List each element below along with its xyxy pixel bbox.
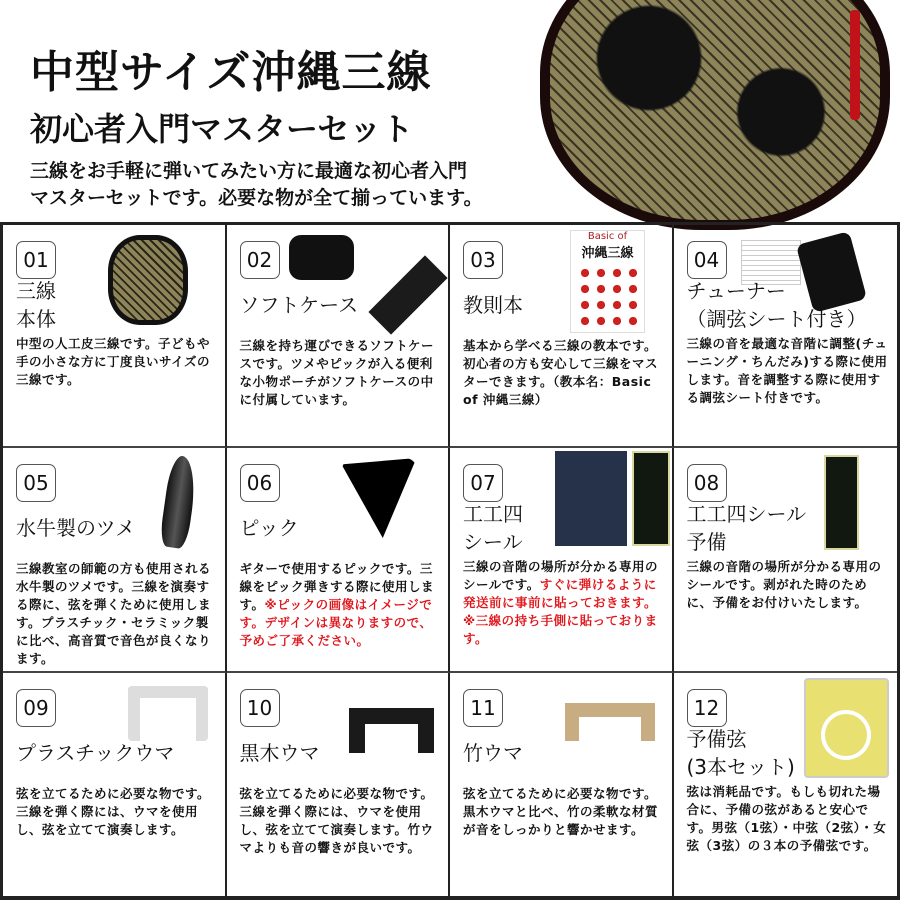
ebony-bridge-image <box>349 708 434 753</box>
item-name: チューナー （調弦シート付き） <box>686 279 867 331</box>
page-subtitle: 初心者入門マスターセット <box>30 110 414 148</box>
intro-line: 三線をお手軽に弾いてみたい方に最適な初心者入門 <box>30 160 468 182</box>
item-description <box>463 785 666 839</box>
item-name: ピック <box>239 516 299 540</box>
item-name: 三線 本体 <box>16 279 56 331</box>
item-name: 水牛製のツメ <box>16 516 136 540</box>
item-number: 06 <box>240 464 280 502</box>
sanshin-body-image <box>540 0 890 230</box>
item-cell-09 <box>3 673 227 896</box>
item-cell-03 <box>450 225 674 448</box>
item-name: 予備弦 (3本セット) <box>686 727 795 779</box>
item-number: 04 <box>687 241 727 279</box>
pick-image <box>342 458 417 538</box>
item-description <box>240 337 443 409</box>
item-number: 10 <box>240 689 280 727</box>
item-description <box>240 785 443 857</box>
buffalo-horn-tsume-image <box>159 454 200 549</box>
hero-banner <box>0 0 900 222</box>
item-name: 教則本 <box>463 293 523 317</box>
item-description <box>16 560 219 668</box>
plastic-bridge-image <box>128 686 208 741</box>
item-description <box>687 335 892 407</box>
sanshin-image <box>108 235 188 325</box>
item-cell-04 <box>674 225 898 448</box>
item-cell-11 <box>450 673 674 896</box>
sticker-image <box>632 451 670 546</box>
item-number: 05 <box>16 464 56 502</box>
description-text: 中型の人工皮三線です。子どもや手の小さな方に丁度良いサイズの三線です。 <box>16 336 211 387</box>
case-bag-image <box>368 255 447 334</box>
description-text: 基本から学べる三線の教本です。初心者の方も安心して三線をマスターできます。（教本名：Basic of 沖縄三線） <box>463 338 659 407</box>
item-description <box>463 337 666 409</box>
intro-text <box>30 158 483 212</box>
description-text: 三線教室の師範の方も使用される水牛製のツメです。三線を演奏する際に、弦を弾くために使用します。プラスチック・セラミック製に比べ、高音質で音色が良くなります。 <box>16 561 212 666</box>
soft-case-image <box>289 235 354 280</box>
description-text: 弦は消耗品です。もしも切れた場合に、予備の弦があると安心です。男弦（1弦）・中弦（2弦）・女弦（3弦）の３本の予備弦です。 <box>686 784 887 853</box>
item-name: ソフトケース <box>239 293 359 317</box>
item-cell-10 <box>227 673 451 896</box>
item-description <box>463 558 666 648</box>
item-number: 11 <box>463 689 503 727</box>
item-cell-06 <box>227 448 451 673</box>
description-text: 弦を立てるために必要な物です。三線を弾く際には、ウマを使用し、弦を立てて演奏します。 <box>16 786 211 837</box>
description-text: 三線の音階の場所が分かる専用のシールです。剥がれた時のために、予備をお付けいたします。 <box>686 559 882 610</box>
item-cell-01 <box>3 225 227 448</box>
item-description <box>687 558 892 612</box>
item-description <box>687 783 892 855</box>
item-cell-07 <box>450 448 674 673</box>
intro-line: マスターセットです。必要な物が全て揃っています。 <box>30 187 483 209</box>
notice-text: ※ピックの画像はイメージです。デザインは異なりますので、予めご了承ください。 <box>239 597 433 648</box>
item-description <box>240 560 443 650</box>
item-number: 03 <box>463 241 503 279</box>
item-name: 工工四シール 予備 <box>686 502 807 554</box>
item-number: 09 <box>16 689 56 727</box>
red-cord-image <box>850 10 860 120</box>
item-number: 12 <box>687 689 727 727</box>
item-number: 02 <box>240 241 280 279</box>
description-text: 弦を立てるために必要な物です。黒木ウマと比べ、竹の柔軟な材質が音をしっかりと響かせます。 <box>463 786 659 837</box>
description-text: 三線の音階の場所が分かる専用のシールです。 <box>463 559 659 592</box>
item-cell-05 <box>3 448 227 673</box>
item-cell-08 <box>674 448 898 673</box>
spare-sticker-image <box>824 455 859 550</box>
item-description <box>16 335 219 389</box>
sticker-photo-image <box>555 451 627 546</box>
description-text: 弦を立てるために必要な物です。三線を弾く際には、ウマを使用し、弦を立てて演奏します。竹ウマよりも音の響きが良いです。 <box>239 786 434 855</box>
item-name: 黒木ウマ <box>239 741 320 765</box>
item-number: 01 <box>16 241 56 279</box>
item-name: 竹ウマ <box>463 741 523 765</box>
description-text: 三線を持ち運びできるソフトケースです。ツメやピックが入る便利な小物ポーチがソフトケースの中に付属しています。 <box>239 338 435 407</box>
item-grid <box>0 222 900 900</box>
item-description <box>16 785 219 839</box>
item-name: 工工四 シール <box>463 502 523 554</box>
bamboo-bridge-image <box>565 703 655 741</box>
item-name: プラスチックウマ <box>16 741 175 765</box>
textbook-image: Basic of 沖縄三線 <box>570 230 645 333</box>
item-number: 07 <box>463 464 503 502</box>
item-cell-12 <box>674 673 898 896</box>
item-cell-02 <box>227 225 451 448</box>
spare-strings-image <box>804 678 889 778</box>
description-text: 三線の音を最適な音階に調整(チューニング・ちんだみ)する際に使用します。音を調整する際に使用する調弦シート付きです。 <box>686 336 888 405</box>
description-text: ギターで使用するピックです。三線をピック弾きする際に使用します。 <box>239 561 435 612</box>
page-title: 中型サイズ沖縄三線 <box>30 47 432 98</box>
item-number: 08 <box>687 464 727 502</box>
notice-text: すぐに弾けるように発送前に事前に貼っておきます。※三線の持ち手側に貼っております。 <box>463 577 658 646</box>
